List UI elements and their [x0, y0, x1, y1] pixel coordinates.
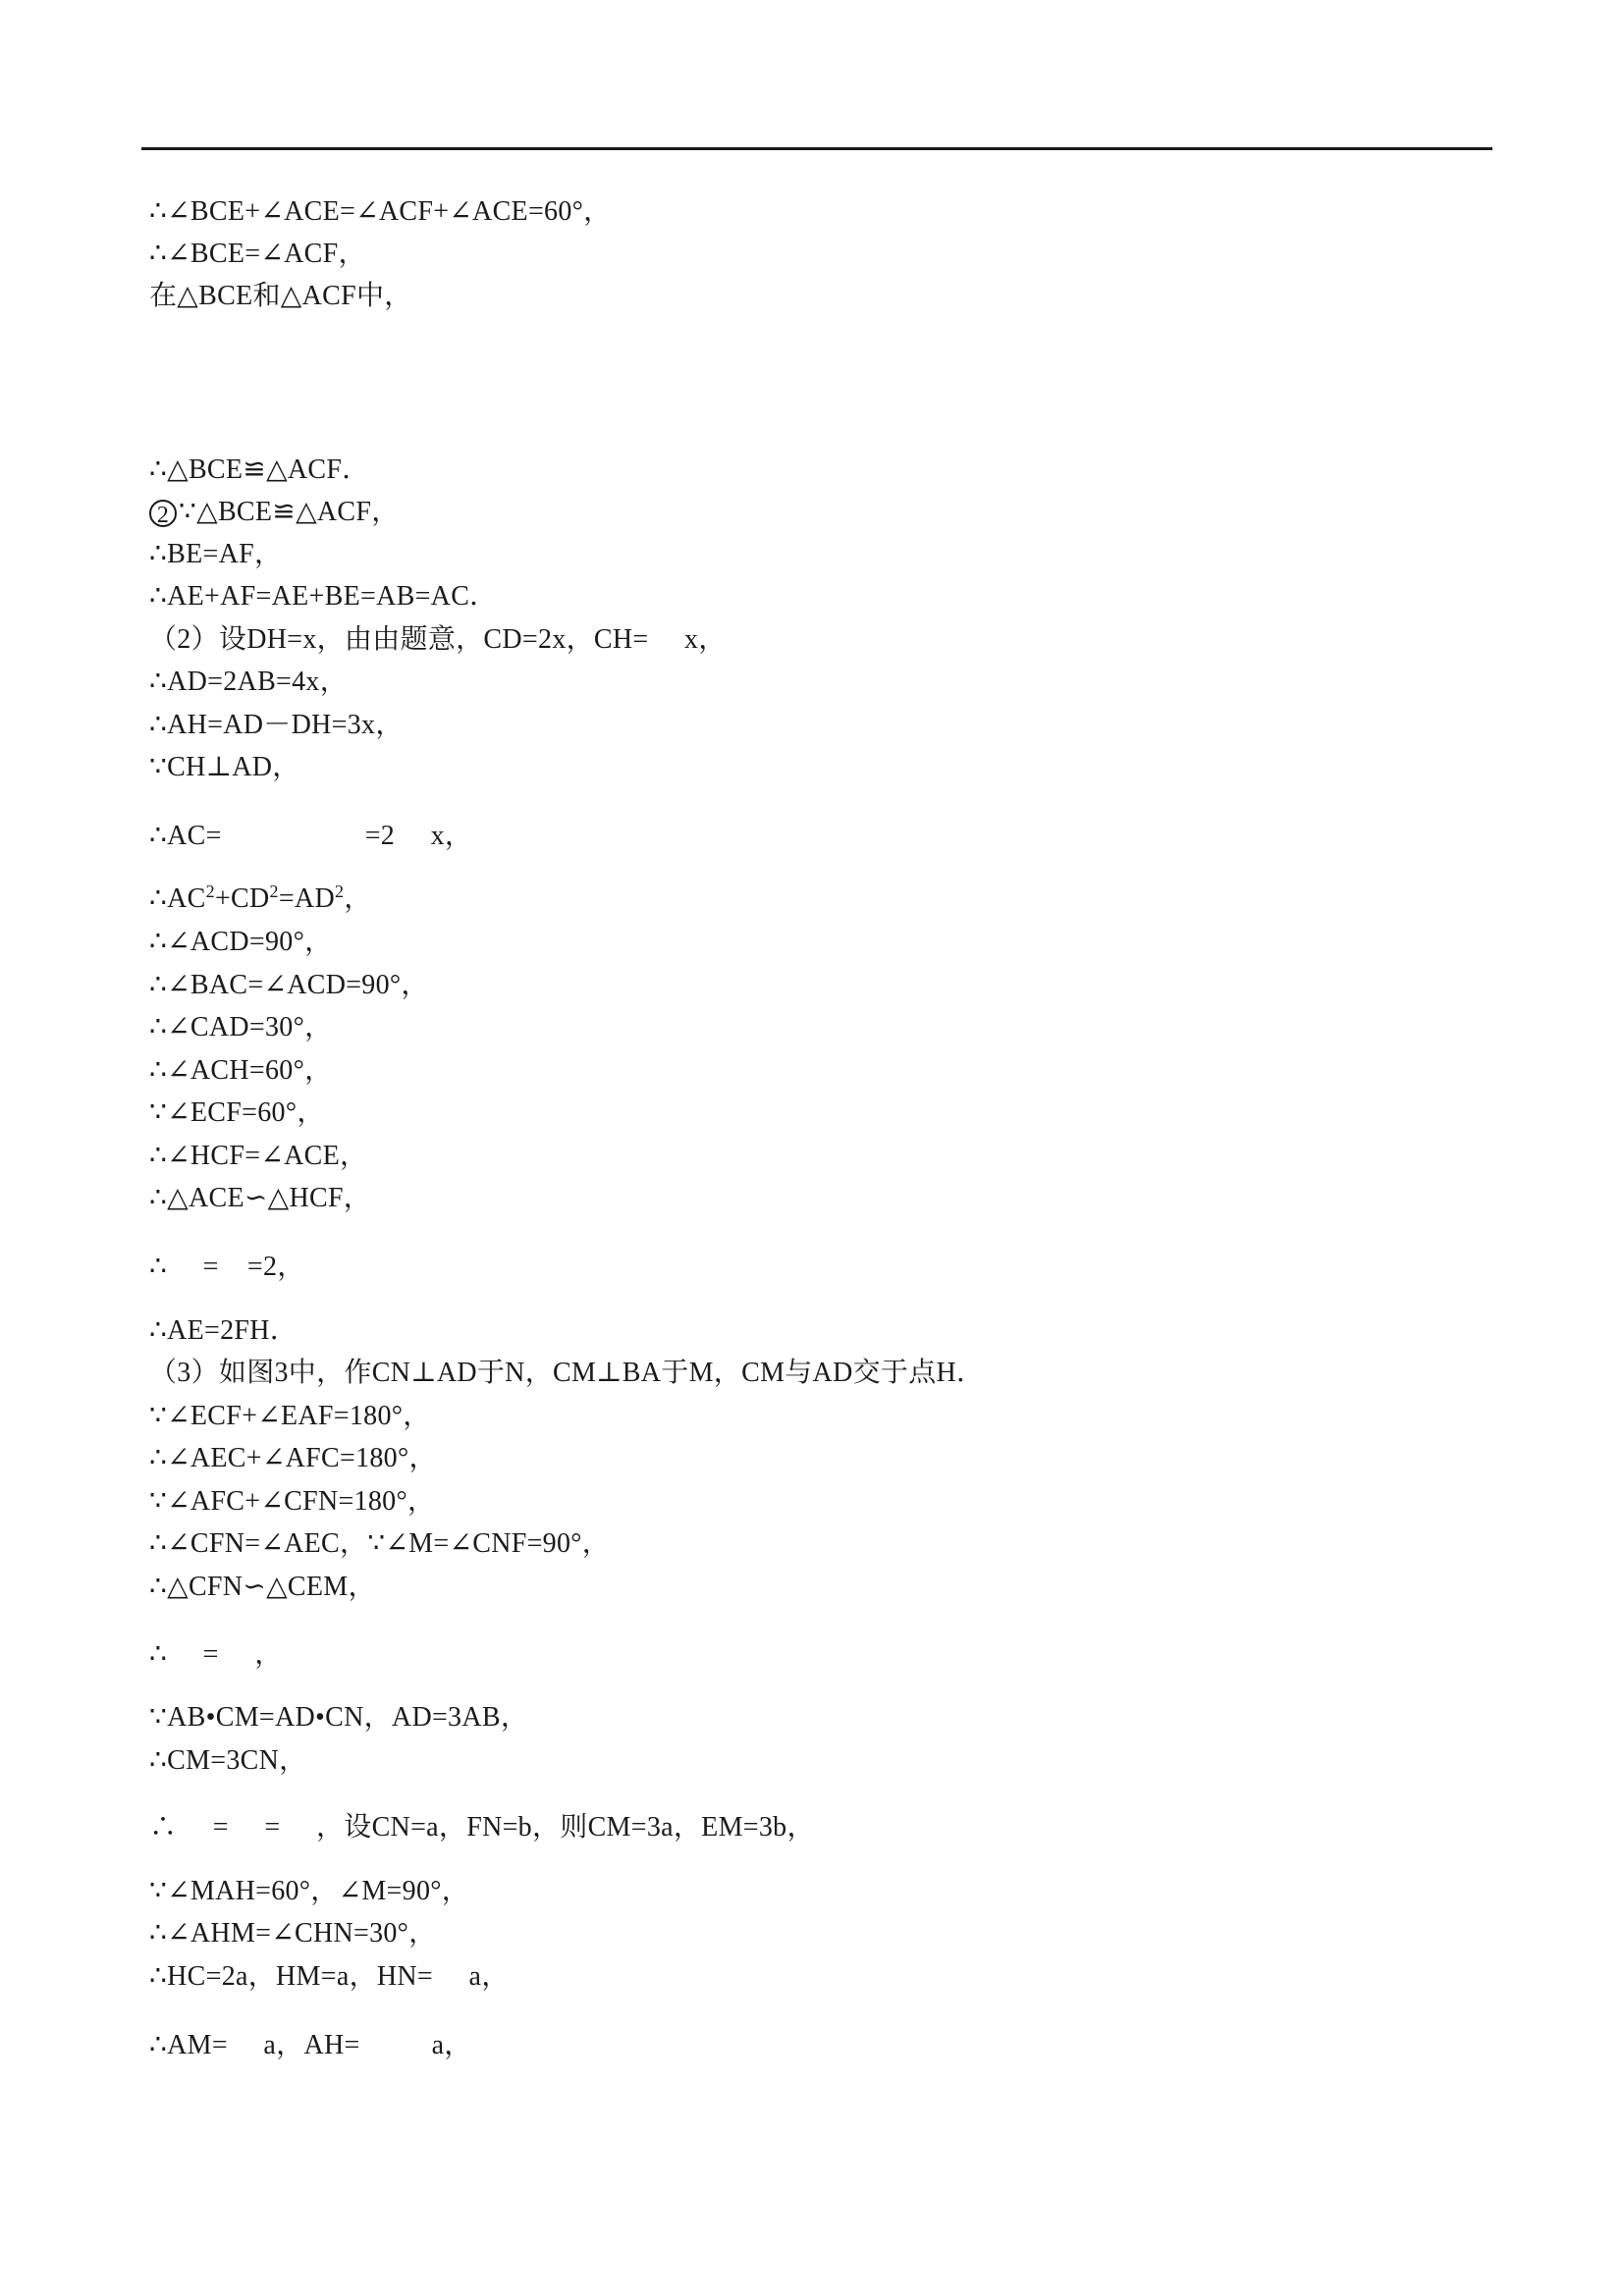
text-line-34: ∴∠AHM=∠CHN=30°，: [149, 1918, 437, 1949]
text-line-6: ∴BE=AF，: [149, 539, 283, 569]
text-line-35: ∴HC=2a，HM=a，HN= a，: [149, 1961, 510, 1992]
text-line-18: ∵∠ECF=60°，: [149, 1097, 325, 1128]
text-line-16: ∴∠CAD=30°，: [149, 1012, 333, 1042]
text-line-30: ∵AB•CM=AD•CN，AD=3AB，: [149, 1702, 529, 1733]
circled-number: 2: [149, 500, 177, 527]
text-line-5: [149, 497, 400, 528]
text-line-29: ∴ = ，: [149, 1639, 283, 1670]
text-line-17: ∴∠ACH=60°，: [149, 1055, 333, 1086]
text-line-25: ∴∠AEC+∠AFC=180°，: [149, 1443, 437, 1473]
text-line-13: $\therefore AC^2+CD^2=AD^2$，: [149, 881, 372, 914]
text-line-9: ∴AD=2AB=4x，: [149, 667, 349, 697]
text-line-23: （3）如图3中，作CN⊥AD于N，CM⊥BA于M，CM与AD交于点H．: [149, 1358, 985, 1388]
text-line-32: ∴ = = ，设CN=a，FN=b，则CM=3a，EM=3b，: [149, 1812, 815, 1842]
text-line-4: ∴△BCE≌△ACF．: [149, 454, 370, 485]
text-line-7: ∴AE+AF=AE+BE=AB=AC．: [149, 581, 498, 612]
text-line-8: （2）设DH=x，由由题意，CD=2x，CH= x，: [149, 624, 727, 655]
text-line-31: ∴CM=3CN，: [149, 1745, 307, 1776]
text-line-11: ∵CH⊥AD，: [149, 752, 300, 782]
text-line-3: 在△BCE和△ACF中，: [149, 281, 412, 311]
text-line-21: ∴ = =2，: [149, 1252, 305, 1282]
text-line-22: ∴AE=2FH．: [149, 1315, 298, 1346]
text-line-28: ∴△CFN∽△CEM，: [149, 1572, 376, 1602]
text-line-33: ∵∠MAH=60°，∠M=90°，: [149, 1876, 470, 1906]
text-line-24: ∵∠ECF+∠EAF=180°，: [149, 1401, 431, 1431]
text-line-1: ∴∠BCE+∠ACE=∠ACF+∠ACE=60°，: [149, 196, 612, 227]
text-line-27: ∴∠CFN=∠AEC，∵∠M=∠CNF=90°，: [149, 1528, 611, 1559]
header-rule: [141, 147, 1492, 150]
text-line-36: ∴AM= a，AH= a，: [149, 2030, 472, 2060]
text-line-5-rest: ∵△BCE≌△ACF，: [179, 497, 400, 527]
text-line-14: ∴∠ACD=90°，: [149, 927, 333, 957]
text-line-26: ∵∠AFC+∠CFN=180°，: [149, 1486, 436, 1517]
text-line-12: ∴AC= =2 x，: [149, 821, 473, 851]
text-line-10: ∴AH=AD－DH=3x，: [149, 710, 404, 740]
text-line-20: ∴△ACE∽△HCF，: [149, 1183, 372, 1213]
text-line-19: ∴∠HCF=∠ACE，: [149, 1141, 368, 1171]
text-line-2: ∴∠BCE=∠ACF，: [149, 239, 366, 269]
text-line-15: ∴∠BAC=∠ACD=90°，: [149, 970, 429, 1000]
